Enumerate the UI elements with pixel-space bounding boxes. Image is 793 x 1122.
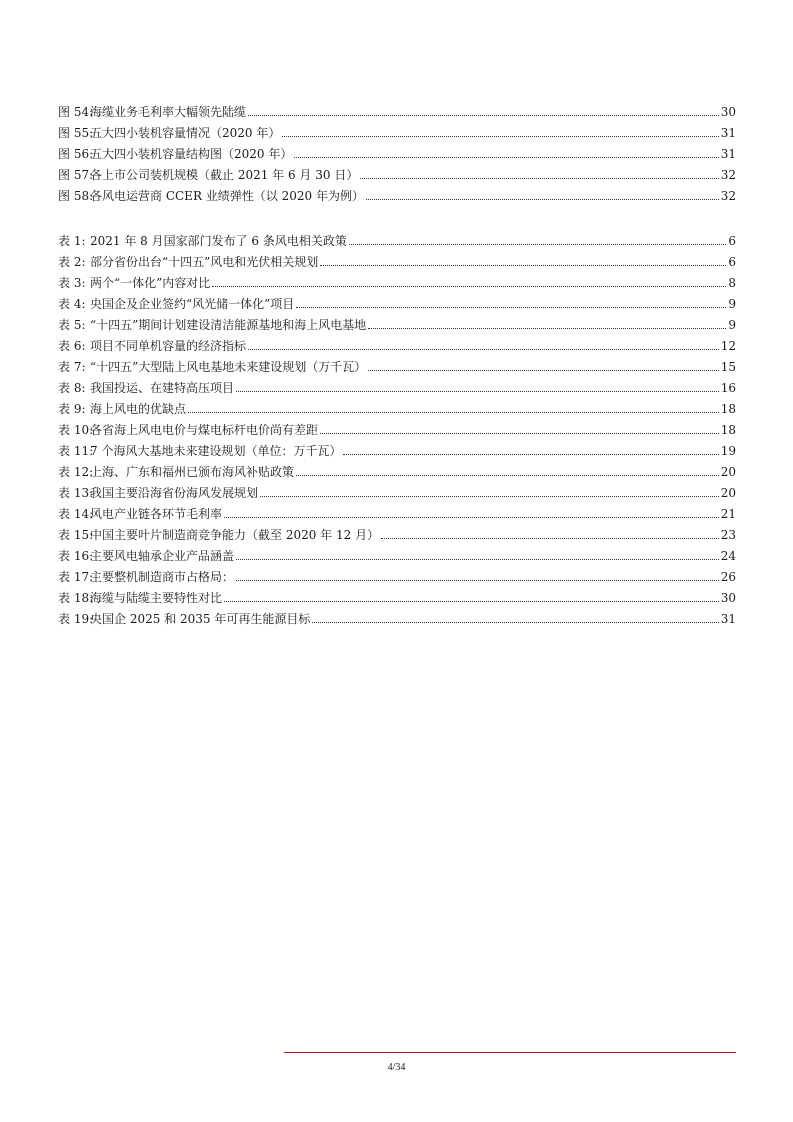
table-entry[interactable] [58, 437, 736, 458]
entry-title: 2021 年 8 月国家部门发布了 6 条风电相关政策 [90, 234, 347, 248]
entry-title: 中国主要叶片制造商竞争能力（截至 2020 年 12 月） [90, 528, 380, 542]
entry-label: 表 2: [58, 255, 86, 269]
entry-page-number: 12 [720, 339, 736, 353]
table-entry[interactable] [58, 605, 736, 626]
entry-page-number: 20 [720, 465, 736, 479]
table-entry[interactable] [58, 290, 736, 311]
table-entry[interactable] [58, 584, 736, 605]
entry-title: 我国投运、在建特高压项目 [90, 381, 235, 395]
entry-title: “十四五”期间计划建设清洁能源基地和海上风电基地 [90, 318, 367, 332]
entry-label: 表 14: [58, 507, 94, 521]
dot-leader [312, 622, 718, 623]
entry-title: 五大四小装机容量结构图（2020 年） [90, 147, 293, 161]
entry-page-number: 24 [720, 549, 736, 563]
dot-leader [294, 157, 718, 158]
dot-leader [343, 454, 718, 455]
entry-title: 部分省份出台“十四五”风电和光伏相关规划 [90, 255, 319, 269]
footer-divider [284, 1052, 736, 1053]
dot-leader [260, 496, 719, 497]
entry-page-number: 31 [720, 612, 736, 626]
entry-label: 表 9: [58, 402, 86, 416]
entry-label: 图 55: [58, 126, 94, 140]
dot-leader [224, 601, 719, 602]
entry-title: 主要风电轴承企业产品涵盖 [90, 549, 235, 563]
table-entry[interactable] [58, 416, 736, 437]
dot-leader [368, 370, 718, 371]
entry-label: 表 5: [58, 318, 86, 332]
entry-label: 表 16: [58, 549, 94, 563]
entry-page-number: 15 [720, 360, 736, 374]
entry-page-number: 31 [720, 147, 736, 161]
entry-label: 图 58: [58, 189, 94, 203]
entry-page-number: 9 [728, 318, 736, 332]
table-entry[interactable] [58, 395, 736, 416]
entry-label: 表 17: [58, 570, 94, 584]
figure-entry[interactable] [58, 119, 736, 140]
entry-label: 图 54: [58, 105, 94, 119]
entry-label: 表 4: [58, 297, 86, 311]
entry-label: 表 10: [58, 423, 94, 437]
entry-title: 项目不同单机容量的经济指标 [90, 339, 247, 353]
entry-page-number: 6 [728, 255, 736, 269]
entry-page-number: 18 [720, 423, 736, 437]
table-entry[interactable] [58, 563, 736, 584]
entry-page-number: 16 [720, 381, 736, 395]
dot-leader [360, 178, 718, 179]
entry-page-number: 18 [720, 402, 736, 416]
dot-leader [368, 328, 726, 329]
table-list [58, 227, 736, 626]
entry-title: 两个“一体化”内容对比 [90, 276, 211, 290]
entry-page-number: 30 [720, 591, 736, 605]
entry-page-number: 26 [720, 570, 736, 584]
entry-label: 表 15: [58, 528, 94, 542]
table-entry[interactable] [58, 521, 736, 542]
dot-leader [248, 115, 719, 116]
table-entry[interactable] [58, 248, 736, 269]
entry-title: 主要整机制造商市占格局： [90, 570, 235, 584]
entry-label: 表 1: [58, 234, 86, 248]
entry-label: 表 19: [58, 612, 94, 626]
dot-leader [320, 265, 726, 266]
entry-title: 各省海上风电电价与煤电标杆电价尚有差距 [90, 423, 319, 437]
dot-leader [224, 517, 719, 518]
entry-title: 海上风电的优缺点 [90, 402, 187, 416]
entry-label: 表 12: [58, 465, 94, 479]
table-entry[interactable] [58, 458, 736, 479]
entry-label: 图 57: [58, 168, 94, 182]
entry-title: 海缆业务毛利率大幅领先陆缆 [90, 105, 247, 119]
entry-page-number: 23 [720, 528, 736, 542]
dot-leader [236, 580, 719, 581]
dot-leader [248, 349, 719, 350]
table-entry[interactable] [58, 332, 736, 353]
figure-entry[interactable] [58, 98, 736, 119]
entry-page-number: 9 [728, 297, 736, 311]
dot-leader [282, 136, 718, 137]
entry-title: 各风电运营商 CCER 业绩弹性（以 2020 年为例） [90, 189, 364, 203]
table-entry[interactable] [58, 227, 736, 248]
entry-page-number: 21 [720, 507, 736, 521]
entry-label: 表 11: [58, 444, 94, 458]
figure-entry[interactable] [58, 161, 736, 182]
table-entry[interactable] [58, 479, 736, 500]
entry-page-number: 30 [720, 105, 736, 119]
table-entry[interactable] [58, 500, 736, 521]
entry-title: “十四五”大型陆上风电基地未来建设规划（万千瓦） [90, 360, 367, 374]
figure-entry[interactable] [58, 140, 736, 161]
table-entry[interactable] [58, 374, 736, 395]
table-entry[interactable] [58, 353, 736, 374]
entry-title: 央国企及企业签约“风光储一体化”项目 [90, 297, 295, 311]
entry-page-number: 8 [728, 276, 736, 290]
dot-leader [366, 199, 719, 200]
dot-leader [381, 538, 719, 539]
entry-page-number: 31 [720, 126, 736, 140]
entry-title: 五大四小装机容量情况（2020 年） [90, 126, 281, 140]
entry-title: 各上市公司装机规模（截止 2021 年 6 月 30 日） [90, 168, 359, 182]
entry-page-number: 20 [720, 486, 736, 500]
entry-title: 海缆与陆缆主要特性对比 [90, 591, 223, 605]
dot-leader [296, 307, 726, 308]
dot-leader [188, 412, 719, 413]
entry-label: 表 13: [58, 486, 94, 500]
entry-label: 表 3: [58, 276, 86, 290]
dot-leader [236, 559, 719, 560]
table-entry[interactable] [58, 269, 736, 290]
entry-page-number: 32 [720, 189, 736, 203]
entry-page-number: 6 [728, 234, 736, 248]
dot-leader [212, 286, 726, 287]
table-entry[interactable] [58, 311, 736, 332]
footer-page-number: 4/34 [387, 1062, 406, 1073]
dot-leader [320, 433, 719, 434]
figure-list [58, 98, 736, 203]
entry-title: 7 个海风大基地未来建设规划（单位：万千瓦） [90, 444, 342, 458]
entry-page-number: 32 [720, 168, 736, 182]
entry-label: 表 6: [58, 339, 86, 353]
dot-leader [349, 244, 726, 245]
entry-title: 我国主要沿海省份海风发展规划 [90, 486, 259, 500]
entry-title: 风电产业链各环节毛利率 [90, 507, 223, 521]
entry-label: 图 56: [58, 147, 94, 161]
dot-leader [296, 475, 719, 476]
dot-leader [236, 391, 719, 392]
entry-label: 表 8: [58, 381, 86, 395]
entry-label: 表 18: [58, 591, 94, 605]
entry-label: 表 7: [58, 360, 86, 374]
entry-title: 上海、广东和福州已颁布海风补贴政策 [90, 465, 295, 479]
entry-title: 央国企 2025 和 2035 年可再生能源目标 [90, 612, 311, 626]
table-entry[interactable] [58, 542, 736, 563]
entry-page-number: 19 [720, 444, 736, 458]
figure-entry[interactable] [58, 182, 736, 203]
